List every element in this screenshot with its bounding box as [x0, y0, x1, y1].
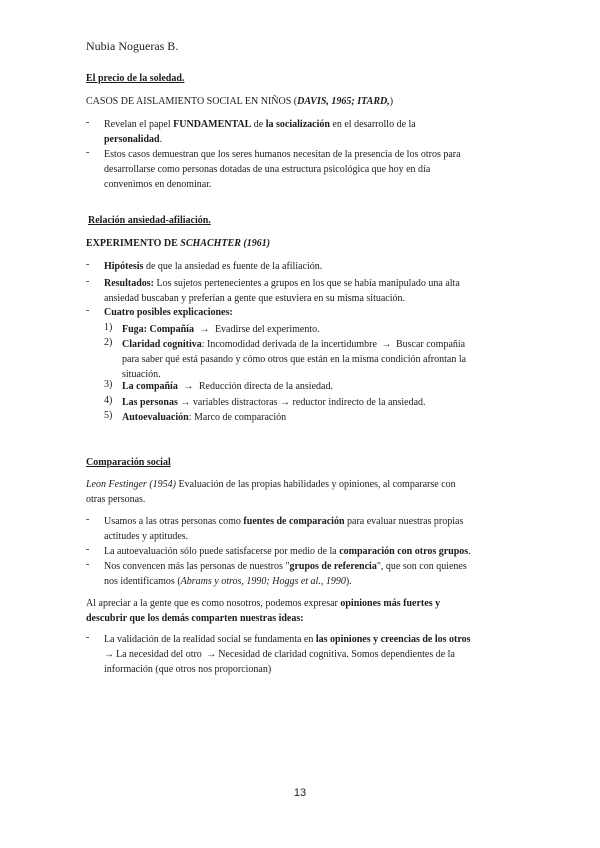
arrow-icon: →: [206, 649, 217, 660]
text: ", que son con quienes: [376, 561, 467, 572]
text: desarrollarse como personas dotadas de una estructura psicológica que hoy en día: [104, 164, 431, 175]
text: ansiedad buscaban y preferían a gente que estuviera en su misma situación.: [104, 293, 406, 304]
paragraph-apreciar: [86, 596, 440, 626]
text-bold: opiniones más fuertes y: [340, 598, 441, 609]
arrow-icon: →: [280, 397, 291, 408]
subtitle-end: ): [389, 96, 394, 107]
bullet-fundamental: [104, 117, 416, 147]
section-subtitle-aislamiento: [86, 94, 393, 109]
text: La necesidad del otro: [116, 649, 202, 660]
text: .: [159, 134, 163, 145]
item-personas: [122, 395, 426, 410]
text: Nos convencen más las personas de nuestros ": [104, 561, 290, 572]
bullet-demuestran: [104, 147, 461, 192]
text: actitudes y aptitudes.: [104, 531, 189, 542]
bullet-usamos: [104, 514, 463, 544]
text: Evadirse del experimento.: [214, 324, 320, 335]
text: nos identificamos (: [104, 576, 181, 587]
text-bold: comparación con otros grupos: [339, 546, 469, 557]
section-title-soledad: El precio de la soledad.: [86, 73, 185, 84]
text: .: [468, 546, 471, 557]
bullet-dash: -: [86, 559, 90, 570]
text-bold: Hipótesis: [104, 261, 144, 272]
text: información (que otros nos proporcionan): [104, 664, 272, 675]
text-bold: la socialización: [265, 119, 330, 130]
bullet-dash: -: [86, 117, 90, 128]
section-subtitle-experimento: [86, 236, 270, 251]
item-fuga: [122, 322, 320, 337]
arrow-icon: →: [104, 649, 114, 660]
text: Al apreciar a la gente que es como nosotros, podemos expresar: [86, 598, 341, 609]
intro-festinger: [86, 477, 456, 507]
text-bold: Autoevaluación: [122, 412, 189, 423]
text: La validación de la realidad social se fundamenta en: [104, 634, 316, 645]
item-number: 2): [104, 337, 113, 348]
text: reductor indirecto de la ansiedad.: [292, 397, 426, 408]
arrow-icon: →: [183, 381, 194, 392]
text: Reducción directa de la ansiedad.: [198, 381, 333, 392]
page-number: 13: [293, 787, 307, 799]
arrow-icon: →: [381, 339, 392, 350]
text: de: [251, 119, 266, 130]
text: convenimos en denominar.: [104, 179, 212, 190]
text-bold: las opiniones y creencias de los otros: [315, 634, 471, 645]
text-bold: grupos de referencia: [289, 561, 377, 572]
arrow-icon: →: [180, 397, 191, 408]
text: situación.: [122, 369, 161, 380]
text-italic: Leon Festinger (1954): [86, 479, 176, 490]
bullet-dash: -: [86, 276, 90, 287]
subtitle-refs: DAVIS, 1965; ITARD,: [297, 96, 390, 107]
text-bold: Las personas: [122, 397, 178, 408]
text-bold: fuentes de comparación: [243, 516, 345, 527]
text-italic: SCHACHTER (1961): [180, 238, 271, 249]
bullet-convencen: [104, 559, 467, 589]
section-title-ansiedad: Relación ansiedad-afiliación.: [88, 215, 211, 226]
text-bold: personalidad: [104, 134, 160, 145]
section-title-comparacion: Comparación social: [86, 457, 171, 468]
author-header: Nubia Nogueras B.: [86, 39, 179, 53]
text: Usamos a las otras personas como: [104, 516, 244, 527]
text-bold: descubrir que los demás comparten nuestras ideas:: [86, 613, 304, 624]
text: La autoevaluación sólo puede satisfacerse por medio de la: [104, 546, 340, 557]
text: para saber qué está pasando y cómo otros que están en la misma condición afrontan la: [122, 354, 467, 365]
item-number: 1): [104, 322, 113, 333]
text: para evaluar nuestras propias: [344, 516, 464, 527]
text: Evaluación de las propias habilidades y opiniones, al compararse con: [176, 479, 456, 490]
item-number: 4): [104, 395, 113, 406]
bullet-resultados: [104, 276, 460, 306]
text: variables distractoras: [192, 397, 278, 408]
text: Estos casos demuestran que los seres humanos necesitan de la presencia de los otros para: [104, 149, 461, 160]
text: ).: [345, 576, 352, 587]
text: Los sujetos pertenecientes a grupos en los que se había manipulado una alta: [154, 278, 460, 289]
text: de que la ansiedad es fuente de la afiliación.: [143, 261, 323, 272]
item-autoevaluacion: [122, 410, 286, 425]
bullet-dash: -: [86, 305, 90, 316]
bullet-dash: -: [86, 544, 90, 555]
text-bold: FUNDAMENTAL: [173, 119, 252, 130]
text-italic: Abrams y otros, 1990; Hoggs et al., 1990: [180, 576, 346, 587]
text-bold: Claridad cognitiva: [122, 339, 202, 350]
text-bold: Fuga: Compañía: [122, 324, 194, 335]
text: : Incomodidad derivada de la incertidumbre: [201, 339, 377, 350]
text: Buscar compañía: [395, 339, 466, 350]
item-number: 5): [104, 410, 113, 421]
text: Revelan el papel: [104, 119, 174, 130]
bullet-dash: -: [86, 147, 90, 158]
bullet-cuatro: Cuatro posibles explicaciones:: [104, 307, 233, 318]
bullet-dash: -: [86, 632, 90, 643]
item-compania: [122, 379, 333, 394]
text-bold: Resultados:: [104, 278, 155, 289]
text: en el desarrollo de la: [329, 119, 416, 130]
item-claridad: [122, 337, 466, 382]
text-bold: La compañía: [122, 381, 178, 392]
text: : Marco de comparación: [188, 412, 287, 423]
text: EXPERIMENTO DE: [86, 238, 181, 249]
text: otras personas.: [86, 494, 146, 505]
item-number: 3): [104, 379, 113, 390]
bullet-dash: -: [86, 259, 90, 270]
bullet-autoevaluacion: [104, 544, 471, 559]
bullet-validacion: [104, 632, 471, 677]
text: Necesidad de claridad cognitiva. Somos dependientes de la: [218, 649, 455, 660]
bullet-dash: -: [86, 514, 90, 525]
bullet-hipotesis: [104, 259, 322, 274]
subtitle-text: CASOS DE AISLAMIENTO SOCIAL EN NIÑOS (: [86, 96, 298, 107]
arrow-icon: →: [199, 324, 210, 335]
